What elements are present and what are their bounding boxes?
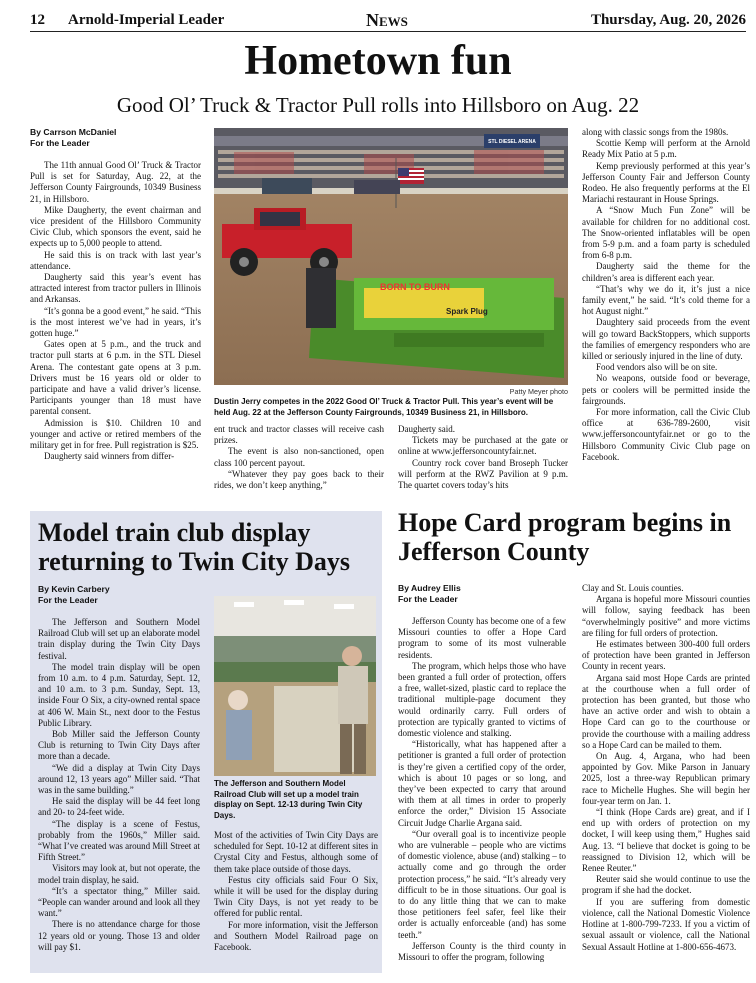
paragraph: Kemp previously performed at this year’s Jefferson County Fair and Jefferson County Rodeo. He also frequently performs at the El Mariachi restaurant in House Springs.	[582, 160, 750, 205]
paragraph: Argana is hopeful more Missouri counties will follow, saying feedback has been “overwhelmingly positive” and more victims are filing for full orders of protection.	[582, 594, 750, 638]
paragraph: Gates open at 5 p.m., and the truck and tractor pull starts at 6 p.m. in the STL Diesel Arena. The contestant gate opens at 3 p.m. Drivers must be 16 years old or older to participate and have a valid driver’s license. Participants younger than 18 must have parental consent.	[30, 339, 201, 417]
byline-org: For the Leader	[398, 594, 458, 604]
paragraph: The program, which helps those who have been granted a full order of protection, offers a free, wallet-sized, plastic card to replace the traditional multiple-page document they would ordinarily carry. Full orders of protection are typically granted to victims of domestic violence and stalking.	[398, 660, 566, 739]
paragraph: “Historically, what has happened after a petitioner is granted a full order of protection is they’re given a certified copy of the order, which is about 10 pages or so long, and they’ve been expected to carry that around with them at all times in order to properly enforce the order,” Division 15 Associate Circuit Judge Charlie Argana said.	[398, 739, 566, 828]
paragraph: “The display is a scene of Festus, probably from the 1960s,” Miller said. “What I’ve created was around Mill Street at Fifth Street.”	[38, 818, 200, 863]
main-headline: Hometown fun	[244, 38, 512, 84]
byline-name: By Kevin Carbery	[38, 584, 110, 594]
paragraph: No weapons, outside food or beverage, pets or coolers will be permitted inside the fairgrounds.	[582, 373, 750, 406]
section-name: News	[366, 10, 408, 30]
paragraph: Mike Daugherty, the event chairman and vice president of the Hillsboro Community Civic Club, which sponsors the event, said he expects up to 5,000 people to attend.	[30, 204, 201, 249]
sled-text-2: Spark Plug	[446, 307, 488, 316]
paragraph: Daugherty said the theme for the children’s area is different each year.	[582, 261, 750, 283]
paragraph: Daughtery said proceeds from the event will go toward BackStoppers, which supports the families of emergency responders who are killed or seriously injured in the line of duty.	[582, 317, 750, 362]
paragraph: The Jefferson and Southern Model Railroad Club will set up an elaborate model train display during the Twin City Days festival.	[38, 617, 200, 661]
truck-pull-illustration	[214, 128, 568, 385]
main-deck: Good Ol’ Truck & Tractor Pull rolls into Hillsboro on Aug. 22	[116, 93, 640, 117]
paragraph: He said the display will be 44 feet long and 20- to 24-feet wide.	[38, 796, 200, 818]
issue-date: Thursday, Aug. 20, 2026	[590, 12, 746, 28]
paragraph: The 11th annual Good Ol’ Truck & Tractor Pull is set for Saturday, Aug. 22, at the Jefferson County Fairgrounds, 10349 Business 21, in Hillsboro.	[30, 160, 201, 204]
main-col4-body	[582, 127, 750, 463]
paragraph: “That’s why we do it, it’s just a nice family event,” he said. “It’s cold theme for a hot August night.”	[582, 283, 750, 317]
main-byline	[30, 127, 201, 149]
paragraph: For more information, visit the Jefferson and Southern Model Railroad page on Facebook.	[214, 919, 378, 953]
paragraph: Visitors may look at, but not operate, the model train display, he said.	[38, 863, 200, 885]
masthead	[30, 10, 746, 32]
paragraph: Festus city officials said Four O Six, while it will be used for the display during Twin City Days, is not yet ready to be offered for public rental.	[214, 874, 378, 919]
paragraph: Most of the activities of Twin City Days are scheduled for Sept. 10-12 at different sites in Crystal City and Festus, although some of them take place outside of those days.	[214, 830, 378, 874]
paragraph: along with classic songs from the 1980s.	[582, 127, 729, 137]
paragraph: “I think (Hope Cards are) great, and if I end up with orders of protection on my docket, I will keep using them,” Hughes said Aug. 13. “I believe that docket is going to be reassigned to Division 12, which will be Renee Reuter.”	[582, 807, 750, 874]
main-column-4	[582, 127, 750, 505]
page-number: 12	[30, 12, 45, 28]
hope-col2-body	[582, 583, 750, 953]
paragraph: Daugherty said.	[398, 424, 455, 434]
byline-name: By Audrey Ellis	[398, 583, 461, 593]
main-col3-body	[398, 424, 568, 491]
paragraph: Bob Miller said the Jefferson County Club is returning to Twin City Days after more than a decade.	[38, 729, 200, 762]
main-column-2	[214, 424, 384, 502]
paragraph: Country rock cover band Broseph Tucker will perform at the RWZ Pavilion at 9 p.m. The quartet covers today’s hits	[398, 457, 568, 491]
paragraph: ent truck and tractor classes will receive cash prizes.	[214, 424, 384, 446]
sled-text-1: BORN TO BURN	[380, 282, 450, 292]
paragraph: Tickets may be purchased at the gate or online at www.jeffersoncountyfair.net.	[398, 435, 568, 457]
paragraph: “Our overall goal is to incentivize people who are vulnerable – people who are victims of domestic violence, abuse (and) stalking – to actually come and go through the order protection process,” he said. “It’s already very difficult to be in those situations. Our goal is to do any little thing that we can to make those petitioners feel safer, feel like their order is actually enforceable (and) has some teeth.”	[398, 828, 566, 940]
train-headline: Model train club display returning to Twin City Days	[38, 518, 351, 576]
hope-col1-body	[398, 616, 566, 963]
paragraph: Admission is $10. Children 10 and younger and active or retired members of the military get in for free. Pull registration is $25.	[30, 417, 201, 451]
train-column-1	[38, 584, 200, 970]
paragraph: Jefferson County is the third county in Missouri to offer the program, following	[398, 940, 566, 963]
paragraph: Daugherty said this year’s event has attracted interest from tractor pullers in Illinois and Arkansas.	[30, 272, 201, 305]
paragraph: On Aug. 4, Argana, who had been appointed by Gov. Mike Parson in January 2025, lost a three-way Republican primary race to Michelle Hughes. She will begin her four-year term on Jan. 1.	[582, 751, 750, 806]
paragraph: The event is also non-sanctioned, open class 100 percent payout.	[214, 446, 384, 468]
hope-column-2	[582, 583, 750, 975]
main-col1-body	[30, 160, 201, 462]
paper-name: Arnold-Imperial Leader	[68, 12, 225, 28]
model-train-photo	[214, 596, 376, 776]
train-col1-body	[38, 617, 200, 953]
hope-column-1	[398, 583, 566, 975]
paragraph: “It’s gonna be a good event,” he said. “This is the most interest we’ve had in years, it’s gotten huge.”	[30, 305, 201, 339]
paragraph: Scottie Kemp will perform at the Arnold Ready Mix Patio at 5 p.m.	[582, 138, 750, 160]
paragraph: There is no attendance charge for those 12 years old or young. Those 13 and older will pay $1.	[38, 919, 200, 952]
paragraph: If you are suffering from domestic violence, call the National Domestic Violence Hotline at 1-800-799-7233. If you a victim of sexual assault or violence, call the National Sexual Assault Hotline at 1-800-656-4673.	[582, 896, 750, 952]
byline-name: By Carrson McDaniel	[30, 127, 117, 137]
train-col2-body	[214, 830, 378, 953]
truck-pull-photo	[214, 128, 568, 385]
paragraph: “We did a display at Twin City Days around 12, 13 years ago” Miller said. “That was in the same building.”	[38, 762, 200, 796]
paragraph: “It’s a spectator thing,” Miller said. “People can wander around and look all they want.”	[38, 885, 200, 919]
paragraph: For more information, call the Civic Club office at 636-789-2600, visit www.jeffersoncountyfair.net or go to the Hillsboro Community Civic Club page on Facebook.	[582, 407, 750, 462]
paragraph: Daugherty said winners from differ-	[44, 451, 175, 462]
train-byline	[38, 584, 200, 606]
train-photo-caption: The Jefferson and Southern Model Railroad Club will set up a model train display on Sept. 12-13 during Twin City Days.	[214, 779, 363, 820]
model-train-illustration	[214, 596, 376, 776]
main-column-3	[398, 424, 568, 502]
hope-byline	[398, 583, 566, 605]
paragraph: Argana said most Hope Cards are printed at the courthouse when a full order of protection has been granted, but those who have an active order and wish to obtain a Hope Card can go to the courthouse or provide the courthouse with a mailing address so a Hope Card can be mailed to them.	[582, 672, 750, 750]
paragraph: A “Snow Much Fun Zone” will be available for children for no additional cost. The Snow-oriented inflatables will be open from 5-9 p.m. and a foam party is scheduled from 6-8 p.m.	[582, 205, 750, 261]
train-column-2	[214, 830, 378, 970]
main-photo-credit: Patty Meyer photo	[509, 387, 568, 396]
paragraph: Food vendors also will be on site.	[596, 362, 718, 373]
paragraph: He said this is on track with last year’s attendance.	[30, 249, 201, 271]
main-column-1	[30, 127, 201, 505]
arena-sign: STL DIESEL ARENA	[488, 139, 536, 145]
main-photo-caption: Dustin Jerry competes in the 2022 Good Ol’ Truck & Tractor Pull. This year’s event will be held Aug. 22 at the Jefferson County Fairgrounds, 10349 Business 21, in Hillsboro.	[214, 397, 554, 417]
paragraph: He estimates between 300-400 full orders of protection have been granted in Jefferson County in recent years.	[582, 639, 750, 672]
hope-headline: Hope Card program begins in Jefferson County	[398, 508, 732, 566]
paragraph: Jefferson County has become one of a few Missouri counties to offer a Hope Card program to some of its most vulnerable residents.	[398, 616, 566, 660]
paragraph: “Whatever they pay goes back to their rides, we don’t keep anything,”	[214, 468, 384, 491]
paragraph: Clay and St. Louis counties.	[582, 583, 684, 593]
byline-org: For the Leader	[38, 595, 98, 605]
byline-org: For the Leader	[30, 138, 90, 148]
paragraph: The model train display will be open from 10 a.m. to 4 p.m. Saturday, Sept. 12, and 10 a.m. to 3 p.m. Sunday, Sept. 13, inside Four O Six, a city-owned rental space at 406 W. Main St., next door to the Festus Public Library.	[38, 661, 200, 728]
paragraph: Reuter said she would continue to use the program if she had the docket.	[582, 874, 750, 896]
main-col2-body	[214, 424, 384, 491]
